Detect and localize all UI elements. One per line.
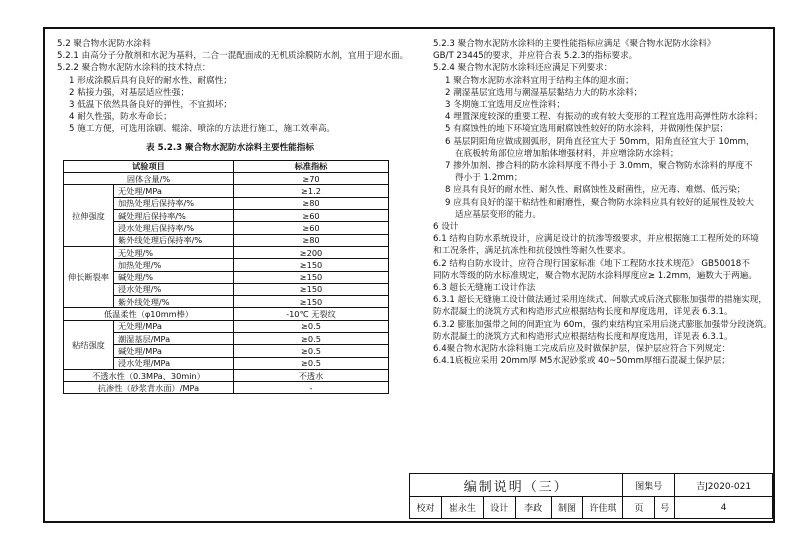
row-item: 紫外线处理后保持率/% [113,234,233,246]
row-item: 潮湿基层/MPa [113,332,233,344]
row-value: ≥0.5 [234,357,389,369]
draw-label: 制图 [551,497,583,519]
row-value: ≥80 [234,197,389,209]
text-line: 防水混凝土的浇筑方式和构造形式应根据结构长度和厚度选用，详见表 6.3.1。 [433,331,733,342]
table-row [64,185,389,197]
designer-name: 李政 [515,497,551,519]
table-row [64,246,389,258]
feature-item: 1 形成涂膜后具有良好的耐水性、耐腐性； [69,75,232,86]
text-line: 9 应具有良好的湿干粘结性和耐磨性，聚合物防水涂料应具有较好的延展性及较大 [445,197,754,208]
check-label: 校对 [410,497,442,519]
row-item: 加热处理/% [113,259,233,271]
paragraph-5-2-1: 5.2.1 由高分子分散剂和水泥为基料，二合一混配面成的无机质涂膜防水剂，宜用于迎水面。 [57,51,409,62]
text-line: 和工况条件，满足抗冻性和抗侵蚀性等耐久性要求。 [433,246,631,257]
row-value: ≥150 [234,283,389,295]
atlas-number: 吉J2020-021 [675,474,773,497]
title-row [410,474,773,497]
row-item: 无处理/MPa [113,320,233,332]
row-label: 抗渗性（砂浆背水面）/MPa [64,382,234,394]
row-item: 碱处理/% [113,271,233,283]
row-item: 无处理/MPa [113,185,233,197]
drawer-name: 许佳琪 [583,497,623,519]
text-line: 3 冬期施工宜选用反应性涂料； [445,100,565,111]
drawing-sheet [43,27,775,523]
row-value: ≥0.5 [234,332,389,344]
checker-name: 崔永生 [441,497,483,519]
table-row [64,369,389,381]
text-line: 6.4聚合物水泥防水涂料施工完成后应及时做保护层，保护层应符合下列规定： [433,344,731,355]
text-line: 6.3 超长无缝施工设计作法 [433,283,536,294]
text-line: 6.3.2 膨胀加强带之间的间距宜为 60m，强约束结构宜采用后浇式膨胀加强带分段浇筑。 [433,319,772,330]
text-line: 6 设计 [433,222,459,233]
row-item: 浸水处理后保持率/% [113,222,233,234]
table-header-row [64,160,389,172]
text-line: GB/T 23445的要求，并应符合表 5.2.3的指标要求。 [433,51,638,62]
text-line: 得小于 1.2mm； [455,173,523,184]
text-line: 6.1 结构自防水系统设计，应满足设计的抗渗等级要求，并应根据施工工程所处的环境 [433,234,759,245]
page-label-2: 号 [655,497,675,519]
row-value: - [234,382,389,394]
row-label: 低温柔性（φ10mm棒） [64,308,234,320]
text-line: 2 潮湿基层宜选用与潮湿基层黏结力大的防水涂料； [445,87,643,98]
header-standard: 标准指标 [234,160,389,172]
text-line: 5.2.3 聚合物水泥防水涂料的主要性能指标应满足《聚合物水泥防水涂料》 [433,39,716,49]
row-item: 加热处理后保持率/% [113,197,233,209]
table-row [64,173,389,185]
row-value: ≥60 [234,222,389,234]
performance-table [63,160,389,395]
design-label: 设计 [483,497,515,519]
row-label: 固体含量/% [64,173,234,185]
row-value: ≥0.5 [234,345,389,357]
feature-item: 4 耐久性强，防水寿命长； [69,112,172,123]
row-value: ≥150 [234,296,389,308]
group-label-bond: 粘结强度 [64,320,114,369]
atlas-label: 图集号 [623,474,675,497]
row-value: ≥200 [234,246,389,258]
text-line: 同防水等级的防水标准规定，聚合物水泥防水涂料厚度应≥ 1.2mm，遍数大于两遍。 [433,270,757,281]
row-item: 浸水处理/% [113,283,233,295]
text-line: 5.2.4 聚合物水泥防水涂料还应满足下列要求： [433,63,613,74]
paragraph-5-2-2: 5.2.2 聚合物水泥防水涂料的技术特点： [57,63,211,74]
group-label-elongation: 伸长断裂率 [64,246,114,307]
page-label: 页 [623,497,655,519]
text-line: 8 应具有良好的耐水性、耐久性、耐腐蚀性及耐菌性，应无毒、难燃、低污染； [445,185,746,196]
text-line: 6.4.1底板应采用 20mm厚 M5水泥砂浆或 40~50mm厚细石混凝土保护层； [433,356,730,367]
row-value: ≥0.5 [234,320,389,332]
text-line: 7 掺外加剂、掺合料的防水涂料厚度不得小于 3.0mm，聚合物防水涂料的厚度不 [445,161,753,172]
signature-row [410,497,773,519]
text-line: 4 埋置深度较深的重要工程、有振动的或有较大变形的工程宜选用高弹性防水涂料； [445,112,763,123]
row-value: ≥80 [234,234,389,246]
left-column [57,38,409,394]
text-line: 5 有腐蚀性的地下环境宜选用耐腐蚀性较好的防水涂料，并做刚性保护层； [445,124,729,135]
text-line: 6.2 结构自防水设计，应符合现行国家标准《地下工程防水技术规范》 GB50018不 [433,258,750,269]
row-item: 浸水处理/MPa [113,357,233,369]
row-item: 无处理/% [113,246,233,258]
table-row [64,382,389,394]
row-value: ≥60 [234,210,389,222]
right-column [433,38,772,367]
title-block [409,473,773,519]
text-line: 6 基层阴阳角应做成圆弧形，阴角直径宜大于 50mm，阳角直径宜大于 10mm， [445,136,755,147]
table-row [64,308,389,320]
feature-item: 2 粘接力强，对基层适应性强； [69,87,189,98]
page-number: 4 [675,497,773,519]
row-value: ≥1.2 [234,185,389,197]
table-caption: 表 5.2.3 聚合物水泥防水涂料主要性能指标 [146,142,314,153]
row-label: 不透水性（0.3MPa、30min） [64,369,234,381]
row-value: ≥150 [234,259,389,271]
group-label-tensile: 拉伸强度 [64,185,114,246]
text-line: 6.3.1 超长无缝施工设计做法通过采用连续式、间歇式或后浇式膨胀加强带的措施实现， [433,295,767,306]
header-item: 试验项目 [64,160,234,172]
row-value: ≥150 [234,271,389,283]
title-block-table [409,473,773,519]
text-line: 防水混凝土的浇筑方式和构造形式应根据结构长度和厚度选用，详见表 6.3.1。 [433,307,733,318]
row-item: 紫外线处理/% [113,296,233,308]
row-item: 碱处理/MPa [113,345,233,357]
row-value: -10℃ 无裂纹 [234,308,389,320]
row-item: 碱处理后保持率/% [113,210,233,222]
section-heading-5-2: 5.2 聚合物水泥防水涂料 [57,39,151,49]
feature-item: 3 低温下依然具备良好的弹性，不宜损坏； [69,100,232,111]
text-line: 1 聚合物水泥防水涂料宜用于结构主体的迎水面； [445,75,634,86]
feature-item: 5 施工方便，可选用涂刷、辊涂、喷涂的方法进行施工，施工效率高。 [69,124,336,135]
table-row [64,320,389,332]
row-value: 不透水 [234,369,389,381]
text-line: 在底板转角部位应增加胎体增强材料，并应增涂防水涂料； [455,148,679,159]
drawing-title: 编制说明（三） [410,474,623,497]
row-value: ≥70 [234,173,389,185]
text-line: 适应基层变形的能力。 [455,209,541,220]
